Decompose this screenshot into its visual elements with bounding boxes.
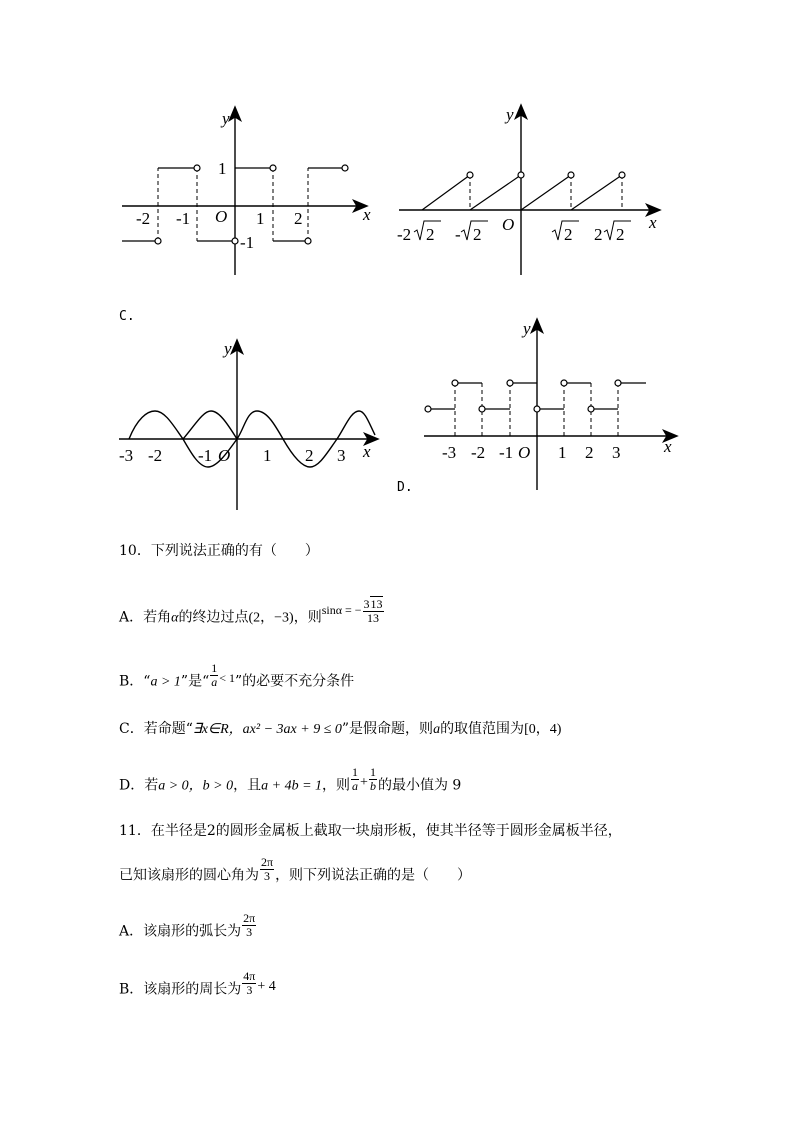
q11-stem: 11．在半径是2的圆形金属板上截取一块扇形板，使其半径等于圆形金属板半径， [119,823,622,839]
x-tick-label: -1 [499,443,514,462]
x-tick-label: -2 [136,209,151,228]
y-axis-label: y [222,109,230,128]
x-tick-label: -2 [148,446,163,465]
graph-wave [115,335,385,515]
x-tick-label: -2 [471,443,486,462]
q10-option-c: C．若命题“∃x∈R，ax² − 3ax + 9 ≤ 0”是假命题，则a的取值范围为[0，4) [119,721,562,737]
x-axis-label: x [664,437,672,456]
graph-wave-svg [115,335,385,515]
x-tick-label: 2 [616,225,625,244]
y-tick-label: -1 [240,233,255,252]
q11-option-a: A．该扇形的弧长为 $\frac{2\pi}{3}$ [119,911,256,940]
x-tick-label: -2 [397,225,412,244]
x-tick-label: 3 [337,446,346,465]
graph-step-svg [118,100,378,280]
x-tick-label: -3 [442,443,457,462]
q11-option-b: B．该扇形的周长为 $\frac{4\pi}{3}$ + 4 [119,969,276,998]
b-fraction: $\frac{1}{a}$ [211,661,218,689]
origin-label: O [502,215,515,234]
x-tick-label: 2 [305,446,314,465]
graph-sawtooth [395,100,675,280]
q10-option-a: A．若角α的终边过点(2，−3)，则sinα = − $\frac{313}{13}$ [119,597,383,626]
q10-option-b: B．“a > 1”是“ $\frac{1}{a}$ < 1”的必要不充分条件 [119,661,355,690]
graph-staircase [420,318,690,498]
x-tick-label: 1 [256,209,265,228]
q11-stem-line2: 已知该扇形的圆心角为 $\frac{2\pi}{3}$ ，则下列说法正确的是（ ） [119,855,472,884]
graph-step-function [118,100,378,280]
x-tick-label: 2 [564,225,573,244]
x-tick-label: 2 [594,225,603,244]
x-tick-label: -1 [198,446,213,465]
x-tick-label: 2 [473,225,482,244]
x-tick-label: 2 [585,443,594,462]
x-tick-label: 2 [294,209,303,228]
x-axis-label: x [649,213,657,232]
x-tick-label: -1 [176,209,191,228]
x-tick-label: 1 [263,446,272,465]
y-axis-label: y [523,319,531,338]
origin-label: O [518,443,531,462]
origin-label: O [218,446,231,465]
x-tick-label: -3 [119,446,134,465]
y-axis-label: y [506,105,514,124]
graph-sawtooth-svg [395,100,675,280]
x-axis-label: x [363,442,371,461]
x-axis-label: x [363,205,371,224]
x-tick-label: 1 [558,443,567,462]
graph-staircase-svg [420,318,690,498]
q10-option-d: D．若a > 0，b > 0，且a + 4b = 1，则 $\frac{1}{a}$ + $\frac{1}{b}$ 的最小值为 9 [119,765,462,794]
origin-label: O [215,207,228,226]
option-d-label: D. [397,480,413,495]
option-c-label: C. [119,309,135,324]
x-tick-label: 2 [426,225,435,244]
y-axis-label: y [224,339,232,358]
q10-stem: 10．下列说法正确的有（ ） [119,543,319,559]
x-tick-label: 3 [612,443,621,462]
y-tick-label: 1 [218,159,227,178]
x-tick-label: - [455,225,461,244]
sin-fraction: $\frac{313}{13}$ [363,597,383,625]
